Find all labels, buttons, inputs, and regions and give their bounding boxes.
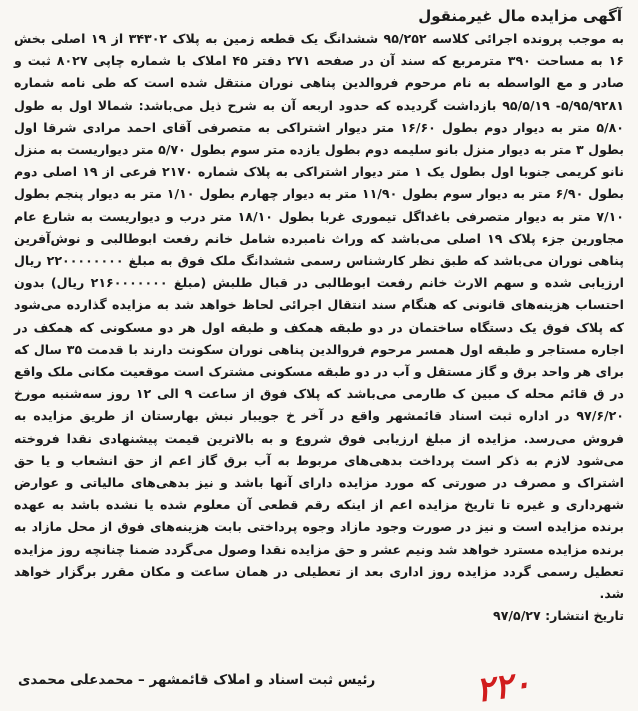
notice-title: آگهی مزایده مال غیرمنقول [418,7,622,25]
signature-line: رئیس ثبت اسناد و املاک قائمشهر – محمدعلی محمدی [18,672,376,688]
publish-date: تاریخ انتشار: ۹۷/۵/۲۷ [493,608,624,624]
notice-body: به موجب پرونده اجرائی کلاسه ۹۵/۲۵۲ ششدانگ یک قطعه زمین به پلاک ۳۴۳۰۲ از ۱۹ اصلی بخش ۱۶ به مساحت ۳۹۰ مترمربع که سند آن در صفحه ۲۷۱ دفتر ۴۵ املاک با شماره چاپی ۸۰۲۷ ثبت و صادر و مع الواسطه به نام مرحوم فروالدین پناهی نوران منتقل شده است که طی نامه شماره ۵/۹۵/۹۲۸۱- ۹۵/۵/۱۹ بازداشت گردیده که حدود اربعه آن به شرح ذیل می‌باشد: شمالا اول به طول ۵/۸۰ متر به دیوار دوم بطول ۱۶/۶۰ متر دیوار اشتراکی به متصرفی آقای احمد مرادی شرقا اول بطول ۳ متر به دیوار منزل بانو سلیمه دوم بطول یازده متر سوم بطول ۵/۷۰ متر دیواریست به منزل نانو کریمی جنوبا اول بطول یک ۱ متر دیوار اشتراکی به پلاک شماره ۲۱۷۰ فرعی از ۱۹ اصلی دوم بطول ۶/۹۰ متر به دیوار سوم بطول ۱۱/۹۰ متر به دیوار چهارم بطول ۱/۱۰ متر به دیوار پنجم بطول ۷/۱۰ متر به دیوار متصرفی باغداگل تیموری غربا بطول ۱۸/۱۰ متر درب و دیواریست به شارع عام مجاورین جزء پلاک ۱۹ اصلی می‌باشد که وراث نامبرده شامل خانم رفعت ابوطالبی و نوش‌آفرین پناهی نوران می‌باشد که طبق نظر کارشناس رسمی ششدانگ ملک فوق به مبلغ ۲۲۰۰۰۰۰۰۰۰ ریال ارزیابی شده و سهم الارث خانم رفعت ابوطالبی در قبال طلبش (مبلغ ۲۱۶۰۰۰۰۰۰۰ ریال) بدون احتساب هزینه‌های قانونی که هنگام سند انتقال اجرائی لحاظ خواهد شد به مزایده گذارده می‌شود که پلاک فوق یک دستگاه ساختمان در دو طبقه همکف و طبقه اول هر دو مسکونی که همکف در اجاره مستاجر و طبقه اول همسر مرحوم فروالدین پناهی نوران سکونت دارند با قدمت ۳۵ سال که برای هر واحد برق و گاز مستقل و آب در دو طبقه مسکونی مشترک است موقعیت مکانی ملک واقع در ق قائم محله ک مبین ک طارمی می‌باشد که پلاک فوق از ساعت ۹ الی ۱۲ روز سه‌شنبه مورخ ۹۷/۶/۲۰ در اداره ثبت اسناد قائمشهر واقع در آخر خ جویبار نبش بهارستان از طریق مزایده به فروش می‌رسد. مزایده از مبلغ ارزیابی فوق شروع و به بالاترین قیمت پیشنهادی نقدا فروخته می‌شود لازم به ذکر است پرداخت بدهی‌های مربوط به آب برق گاز اعم از حق انشعاب و یا حق اشتراک و مصرف در صورتی که مورد مزایده دارای آنها باشد و نیز بدهی‌های مالیاتی و عوارض شهرداری و غیره تا تاریخ مزایده اعم از اینکه رقم قطعی آن معلوم شده یا نشده باشد به عهده برنده مزایده است و نیز در صورت وجود مازاد وجوه پرداختی بابت هزینه‌های فوق از محل مازاد به برنده مزایده مسترد خواهد شد ونیم عشر و حق مزایده نقدا وصول می‌گردد ضمنا چنانچه روز مزایده تعطیل رسمی گردد مزایده روز اداری بعد از تعطیلی در همان ساعت و مکان مقرر برگزار خواهد شد. [14,31,625,602]
handwritten-number: ۲۲۰ [473,663,534,711]
